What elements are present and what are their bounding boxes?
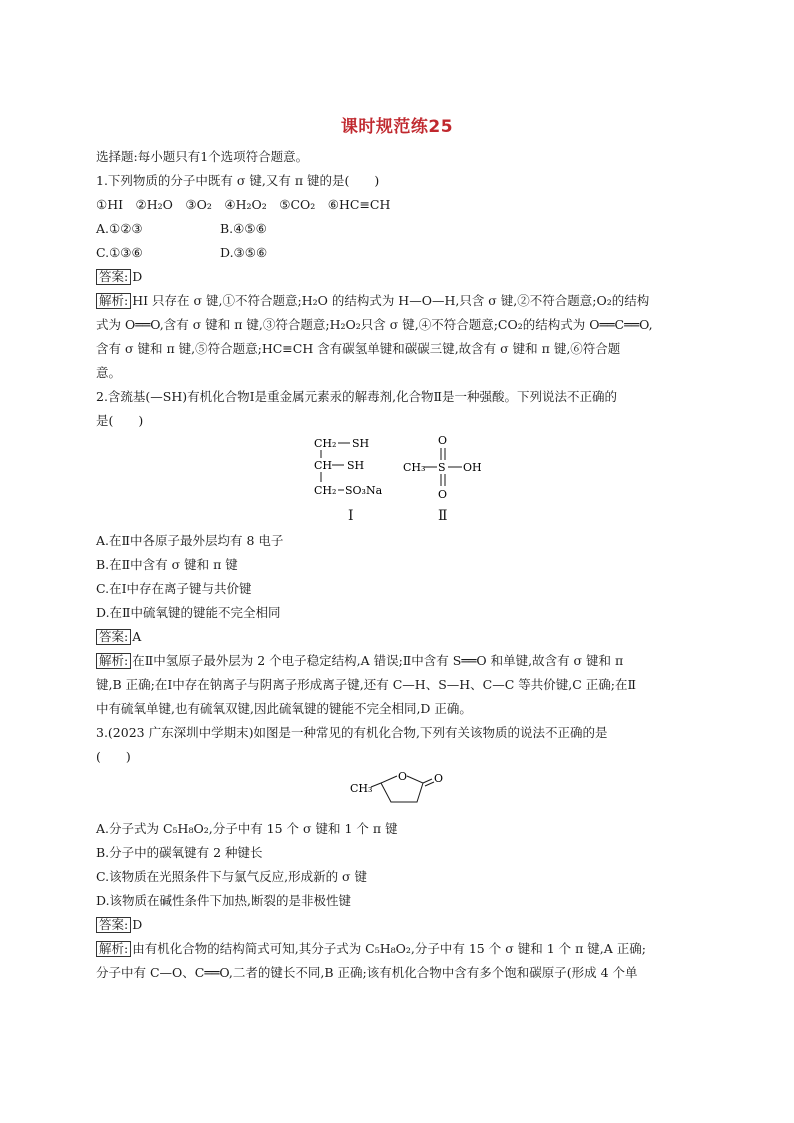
q2-analysis-line: 中有硫氧单键,也有硫氧双键,因此硫氧键的键能不完全相同,D 正确。 [96, 701, 472, 716]
q1-items: ①HI ②H₂O ③O₂ ④H₂O₂ ⑤CO₂ ⑥HC≡CH [96, 197, 391, 212]
bond-line [423, 779, 432, 783]
answer-label: 答案: [96, 269, 131, 285]
q3-option-b: B.分子中的碳氧键有 2 种键长 [96, 845, 263, 860]
struct2-sulfur: S [438, 461, 446, 474]
answer-label: 答案: [96, 629, 131, 645]
lactone-ring-oxygen: O [398, 770, 408, 783]
struct2-label: Ⅱ [438, 508, 448, 524]
struct2-methyl: CH₃ [403, 461, 426, 474]
analysis-label: 解析: [96, 293, 131, 309]
q1-option-d: D.③⑤⑥ [220, 245, 268, 260]
q1-analysis-row [96, 293, 649, 309]
answer-label: 答案: [96, 917, 131, 933]
struct1-row1-left: CH₂ [314, 437, 337, 450]
q1-analysis-line: 式为 O══O,含有 σ 键和 π 键,③符合题意;H₂O₂只含 σ 键,④不符合题意;CO₂的结构式为 O══C══O, [96, 317, 653, 332]
lactone-structure-diagram [345, 764, 450, 814]
q2-option-c: C.在Ⅰ中存在离子键与共价键 [96, 581, 252, 596]
struct2-hydroxyl: OH [463, 461, 482, 474]
q1-analysis-line: 意。 [96, 365, 122, 380]
q3-analysis-line: 分子中有 C—O、C══O,二者的键长不同,B 正确;该有机化合物中含有多个饱和碳原子(形成 4 个单 [96, 965, 638, 980]
bond-line [371, 783, 381, 787]
q2-option-b: B.在Ⅱ中含有 σ 键和 π 键 [96, 557, 238, 572]
struct1-label: Ⅰ [348, 508, 354, 524]
q3-option-d: D.该物质在碱性条件下加热,断裂的是非极性键 [96, 893, 352, 908]
struct1-row2-right: SH [347, 459, 365, 472]
q3-analysis-row [96, 941, 646, 957]
q1-stem: 1.下列物质的分子中既有 σ 键,又有 π 键的是( ) [96, 173, 380, 188]
q3-answer-row [96, 917, 142, 933]
structure-ii-diagram [400, 432, 495, 502]
structure-i-diagram [300, 432, 410, 502]
q1-option-a: A.①②③ [96, 221, 143, 236]
q3-option-a: A.分子式为 C₅H₈O₂,分子中有 15 个 σ 键和 1 个 π 键 [96, 821, 398, 836]
page-title: 课时规范练25 [340, 117, 454, 137]
q2-answer: A [132, 629, 142, 644]
analysis-label: 解析: [96, 653, 131, 669]
struct1-row2-left: CH [314, 459, 333, 472]
q1-option-c: C.①③⑥ [96, 245, 143, 260]
q1-answer-row [96, 269, 142, 285]
q2-option-a: A.在Ⅱ中各原子最外层均有 8 电子 [96, 533, 284, 548]
q2-analysis-line: 键,B 正确;在Ⅰ中存在钠离子与阴离子形成离子键,还有 C—H、S—H、C—C 等共价键,C 正确;在Ⅱ [96, 677, 636, 692]
analysis-label: 解析: [96, 941, 131, 957]
struct1-row1-right: SH [352, 437, 370, 450]
lactone-methyl: CH₃ [350, 782, 373, 795]
q3-answer: D [132, 917, 143, 932]
struct1-row3-left: CH₂ [314, 484, 337, 497]
q3-stem: ( ) [96, 749, 131, 764]
q3-stem: 3.(2023 广东深圳中学期末)如图是一种常见的有机化合物,下列有关该物质的说法不正确的是 [96, 725, 608, 740]
q2-analysis-row [96, 653, 623, 669]
q2-answer-row [96, 629, 141, 645]
lactone-carbonyl-oxygen: O [434, 772, 444, 785]
q2-stem: 是( ) [96, 413, 144, 428]
q1-analysis-line: HI 只存在 σ 键,①不符合题意;H₂O 的结构式为 H—O—H,只含 σ 键,②不符合题意;O₂的结构 [132, 293, 650, 308]
bond-line [425, 782, 434, 786]
q1-analysis-line: 含有 σ 键和 π 键,⑤符合题意;HC≡CH 含有碳氢单键和碳碳三键,故含有 σ 键和 π 键,⑥符合题 [96, 341, 621, 356]
q3-analysis-line: 由有机化合物的结构简式可知,其分子式为 C₅H₈O₂,分子中有 15 个 σ 键和 1 个 π 键,A 正确; [132, 941, 646, 956]
q2-analysis-line: 在Ⅱ中氢原子最外层为 2 个电子稳定结构,A 错误;Ⅱ中含有 S══O 和单键,故含有 σ 键和 π [132, 653, 624, 668]
q2-stem: 2.含巯基(—SH)有机化合物Ⅰ是重金属元素汞的解毒剂,化合物Ⅱ是一种强酸。下列说法不正确的 [96, 389, 618, 404]
q1-option-b: B.④⑤⑥ [220, 221, 267, 236]
intro-text: 选择题:每小题只有1个选项符合题意。 [96, 149, 309, 164]
q1-answer: D [132, 269, 143, 284]
bond-line [381, 776, 397, 783]
struct2-top-o: O [438, 434, 448, 447]
struct2-bottom-o: O [438, 488, 448, 501]
q2-option-d: D.在Ⅱ中硫氧键的键能不完全相同 [96, 605, 281, 620]
struct1-row3-right: SO₃Na [345, 484, 383, 497]
q3-option-c: C.该物质在光照条件下与氯气反应,形成新的 σ 键 [96, 869, 368, 884]
